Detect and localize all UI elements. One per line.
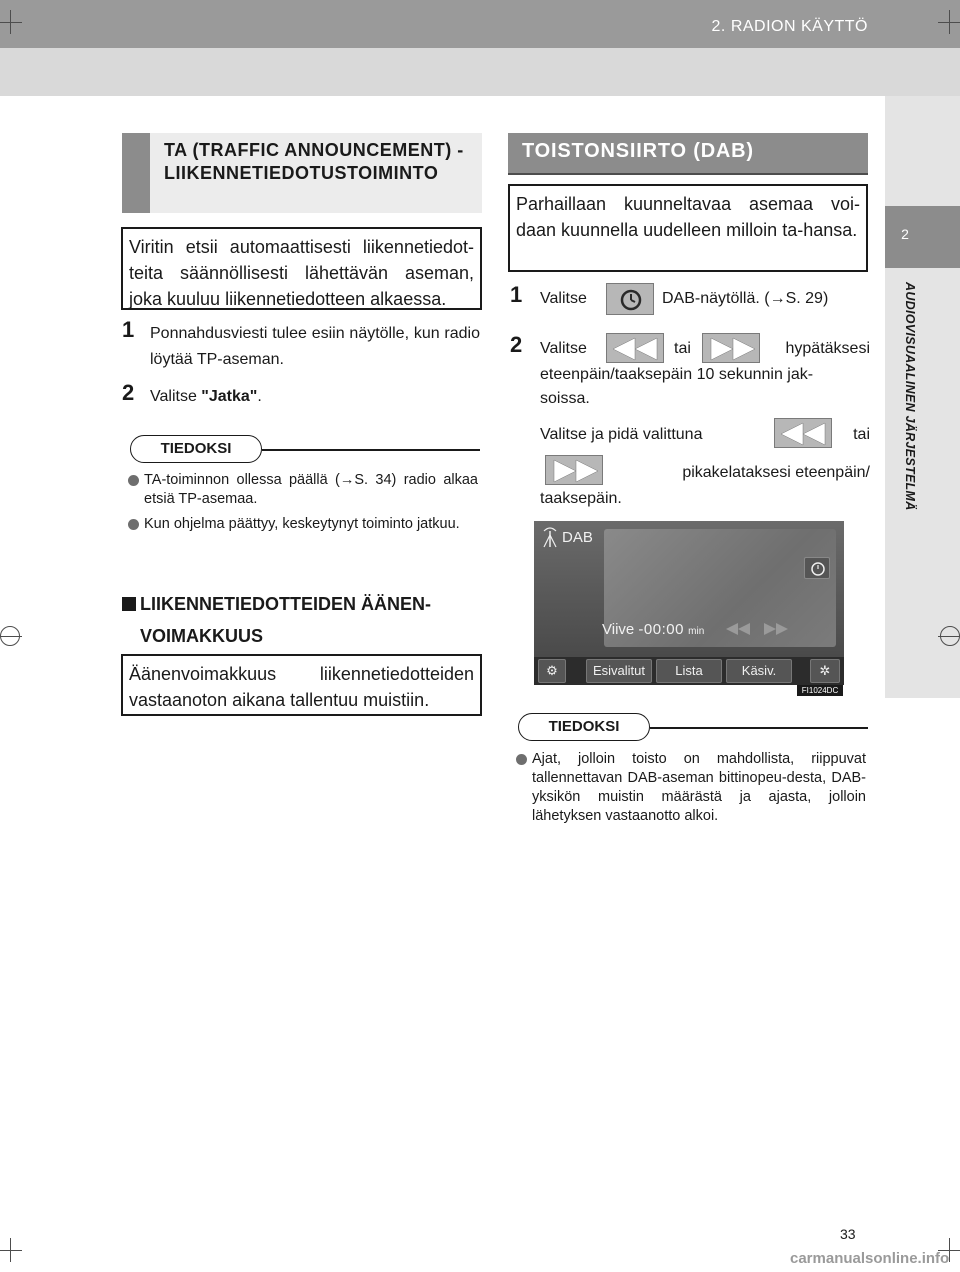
rewind-button-glyph — [774, 418, 832, 448]
settings-icon: ✲ — [810, 659, 840, 683]
step-text: DAB-näytöllä. (→S. 29) — [662, 290, 829, 307]
ta-step-2 — [122, 380, 482, 412]
band-label: DAB — [562, 529, 593, 546]
step-text: soissa. — [540, 390, 590, 407]
bullet-icon — [128, 519, 139, 530]
ta-note-2: Kun ohjelma päättyy, keskeytynyt toiminto jatkuu. — [128, 515, 478, 555]
step-text: hypätäksesi — [785, 340, 870, 357]
tiedoksi-badge: TIEDOKSI — [130, 435, 262, 463]
ta-intro-box: Viritin etsii automaattisesti liikennetiedot-teita säännöllisesti lähettävän aseman, joka kuuluu liikennetiedotteen alkaessa. — [121, 227, 482, 310]
image-code: FI1024DC — [797, 685, 843, 696]
rewind-button-glyph — [606, 333, 664, 363]
tiedoksi-rule — [650, 727, 868, 729]
fast-forward-button-glyph — [702, 333, 760, 363]
step-number: 2 — [510, 332, 523, 357]
step-text: Valitse — [540, 340, 587, 357]
heading-bar — [122, 133, 150, 213]
footer-watermark: carmanualsonline.info — [790, 1250, 950, 1267]
step-text: Ponnahdusviesti tulee esiin näytölle, kun radio löytää TP-aseman. — [150, 325, 480, 368]
step-text: tai — [674, 340, 691, 357]
dab-note: Ajat, jolloin toisto on mahdollista, riippuvat tallennettavan DAB-aseman bittinopeu-desta, DAB-yksikön muistin määrästä ja ajasta, jolloin lähetyksen vastaanotto alkoi. — [516, 750, 866, 830]
timeshift-icon — [607, 284, 655, 316]
tiedoksi-badge: TIEDOKSI — [518, 713, 650, 741]
chapter-title: 2. RADION KÄYTTÖ — [711, 18, 868, 35]
step-number: 2 — [122, 380, 135, 405]
list-button: Lista — [656, 659, 722, 683]
delay-readout: Viive -00:00 min — [602, 621, 705, 638]
bullet-icon — [128, 475, 139, 486]
step-text: tai — [853, 426, 870, 443]
timeshift-button-glyph — [606, 283, 654, 315]
step-text: Valitse — [150, 388, 202, 405]
step-text: eteenpäin/taaksepäin 10 sekunnin jak- — [540, 366, 814, 383]
dab-intro-box: Parhaillaan kuunneltavaa asemaa voi-daan kuunnella uudelleen milloin ta-hansa. — [508, 184, 868, 272]
source-icon: ⚙ — [538, 659, 566, 683]
ta-step-1 — [122, 317, 482, 377]
rewind-icon — [607, 334, 665, 364]
ta-section-title: TA (TRAFFIC ANNOUNCEMENT) - LIIKENNETIEDOTUSTOIMINTO — [164, 140, 464, 183]
skip-arrows-icon — [724, 621, 794, 637]
step-text: taaksepäin. — [540, 490, 622, 507]
presets-button: Esivalitut — [586, 659, 652, 683]
rewind-icon — [775, 419, 833, 449]
timeshift-icon — [804, 557, 830, 579]
step-number: 1 — [122, 317, 135, 342]
jatka-label: "Jatka" — [201, 388, 258, 405]
step-punct: . — [257, 388, 262, 405]
page-number: 33 — [840, 1226, 856, 1242]
dab-section-heading — [508, 133, 868, 173]
dab-section-title: TOISTONSIIRTO (DAB) — [522, 140, 754, 162]
dab-step-1 — [510, 282, 870, 316]
volume-subheading: LIIKENNETIEDOTTEIDEN ÄÄNEN- VOIMAKKUUS — [122, 588, 482, 652]
tiedoksi-rule — [262, 449, 480, 451]
volume-box: Äänenvoimakkuus liikennetiedotteiden vastaanoton aikana tallentuu muistiin. — [121, 654, 482, 716]
step-number: 1 — [510, 282, 523, 307]
antenna-icon — [540, 527, 560, 549]
dab-screen-illustration — [534, 521, 844, 685]
manual-button: Käsiv. — [726, 659, 792, 683]
fast-forward-icon — [703, 334, 761, 364]
side-tab-top — [885, 96, 960, 206]
ta-section-heading — [122, 133, 482, 213]
side-tab-label: AUDIOVISUAALINEN JÄRJESTELMÄ — [903, 282, 917, 511]
step-text: pikakelataksesi eteenpäin/ — [682, 464, 870, 481]
side-tab-number: 2 — [901, 226, 909, 242]
ta-note-1: TA-toiminnon ollessa päällä (→S. 34) radio alkaa etsiä TP-asemaa. — [128, 471, 478, 511]
bullet-icon — [516, 754, 527, 765]
step-text: Valitse — [540, 290, 587, 307]
step-text: Valitse ja pidä valittuna — [540, 426, 703, 443]
square-bullet-icon — [122, 597, 136, 611]
header-subband — [0, 48, 960, 96]
